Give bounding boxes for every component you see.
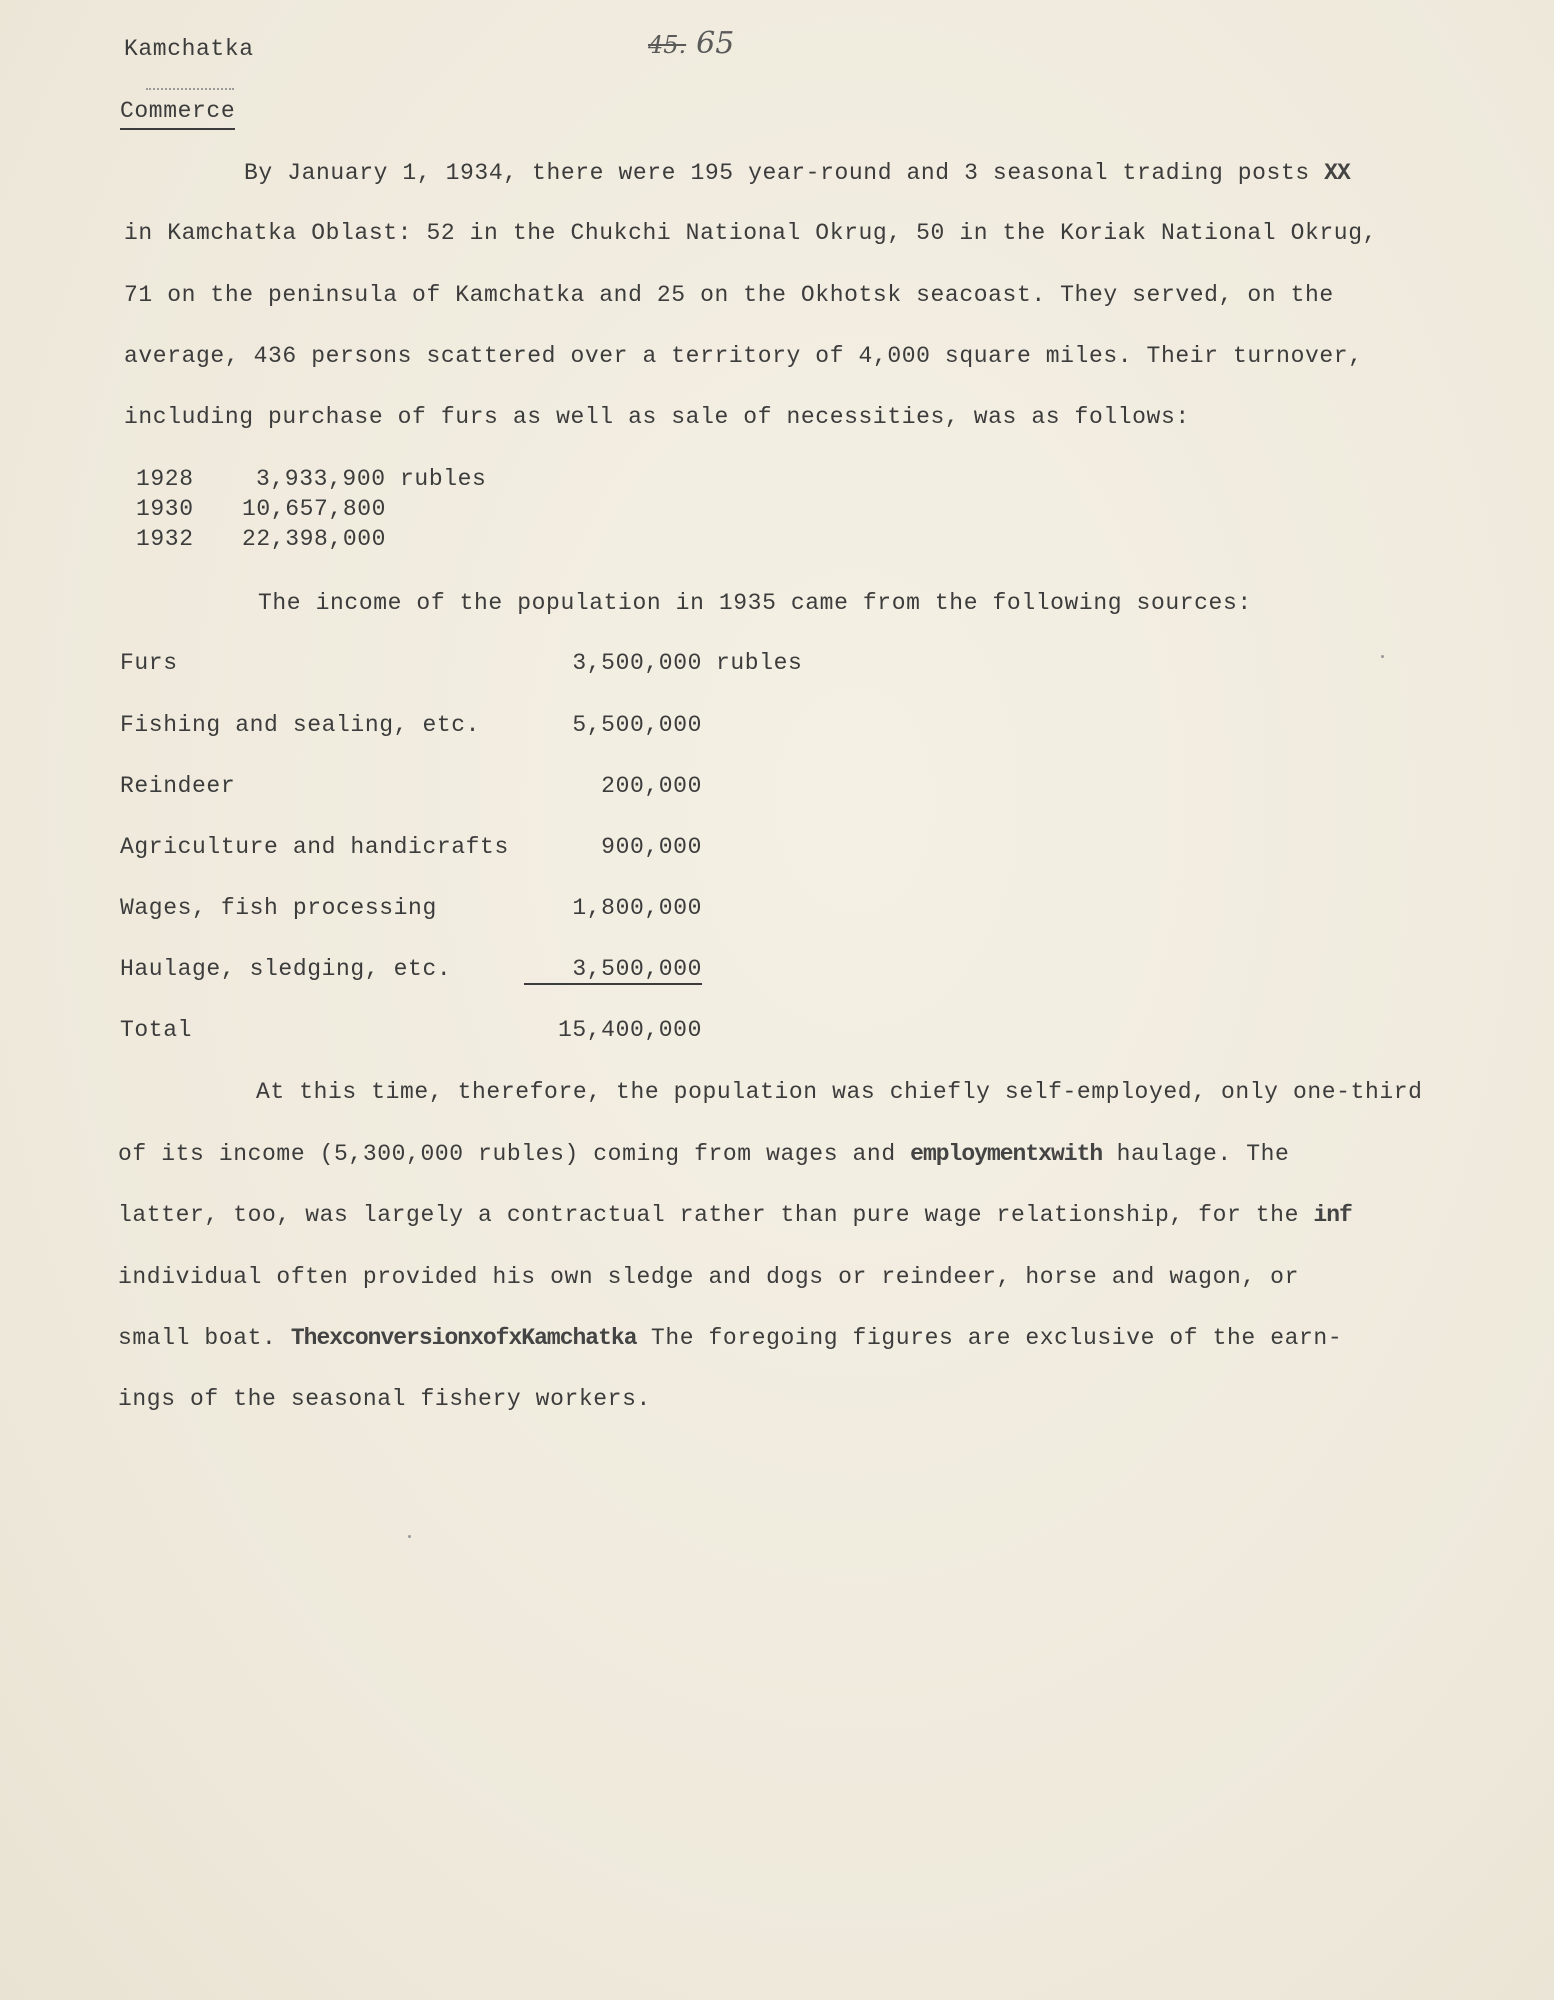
income-amount: 1,800,000 xyxy=(572,895,702,921)
paper-speck xyxy=(1381,655,1384,658)
income-amount: 3,500,000 xyxy=(572,956,702,982)
turnover-amount: 22,398,000 xyxy=(242,526,387,552)
paragraph2-line5 xyxy=(118,1323,1342,1353)
subtotal-rule xyxy=(524,983,702,985)
struck-text: inf xyxy=(1313,1202,1352,1228)
paper-speck xyxy=(408,1535,411,1538)
income-source: Wages, fish processing xyxy=(120,895,437,921)
income-source: Fishing and sealing, etc. xyxy=(120,712,481,738)
paragraph2-line2-b: haulage. The xyxy=(1116,1141,1290,1167)
income-total-label: Total xyxy=(120,1017,193,1043)
turnover-year: 1930 xyxy=(136,496,194,522)
paragraph2-line4: individual often provided his own sledge and dogs or reindeer, horse and wagon, or xyxy=(118,1264,1299,1290)
paragraph2-line5-b: The foregoing figures are exclusive of the earn- xyxy=(650,1325,1343,1351)
turnover-amount: 3,933,900 rubles xyxy=(256,466,487,492)
dotted-rule xyxy=(146,88,234,90)
page-number-current: 65 xyxy=(696,26,735,61)
section-title: Commerce xyxy=(120,96,235,130)
income-amount: 200,000 xyxy=(601,773,702,799)
paragraph1-line1-text: By January 1, 1934, there were 195 year-round and 3 seasonal trading posts xyxy=(244,160,1310,186)
income-intro: The income of the population in 1935 came from the following sources: xyxy=(258,590,1252,616)
paragraph1-line1 xyxy=(244,158,1350,188)
income-unit: rubles xyxy=(716,650,803,676)
turnover-year: 1932 xyxy=(136,526,194,552)
paragraph2-line2-a: of its income (5,300,000 rubles) coming from wages and xyxy=(118,1141,896,1167)
income-source: Reindeer xyxy=(120,773,236,799)
paragraph2-line1: At this time, therefore, the population was chiefly self-employed, only one-third xyxy=(256,1079,1423,1105)
paragraph2-line3-a: latter, too, was largely a contractual rather than pure wage relationship, for the xyxy=(118,1202,1299,1228)
paragraph2-line3 xyxy=(118,1200,1352,1230)
paragraph2-line2 xyxy=(118,1139,1289,1169)
struck-text: employmentxwith xyxy=(910,1141,1103,1167)
turnover-amount: 10,657,800 xyxy=(242,496,387,522)
income-source: Haulage, sledging, etc. xyxy=(120,956,452,982)
paragraph2-line5-a: small boat. xyxy=(118,1325,277,1351)
income-amount: 3,500,000 xyxy=(572,650,702,676)
paragraph1-line5: including purchase of furs as well as sale of necessities, was as follows: xyxy=(124,404,1190,430)
page-number xyxy=(648,26,734,61)
paragraph1-line4: average, 436 persons scattered over a territory of 4,000 square miles. Their turnover, xyxy=(124,343,1363,369)
income-amount: 5,500,000 xyxy=(572,712,702,738)
income-amount: 900,000 xyxy=(601,834,702,860)
income-total-amount: 15,400,000 xyxy=(557,1017,702,1043)
page-number-old: 45. xyxy=(648,31,687,59)
paragraph2-line6: ings of the seasonal fishery workers. xyxy=(118,1386,651,1412)
struck-text: ThexconversionxofxKamchatka xyxy=(290,1325,637,1351)
income-source: Furs xyxy=(120,650,178,676)
header-place: Kamchatka xyxy=(124,36,254,62)
struck-text: XX xyxy=(1324,160,1350,186)
paragraph1-line3: 71 on the peninsula of Kamchatka and 25 on the Okhotsk seacoast. They served, on the xyxy=(124,282,1334,308)
paragraph1-line2: in Kamchatka Oblast: 52 in the Chukchi National Okrug, 50 in the Koriak National Okrug, xyxy=(124,220,1377,246)
income-source: Agriculture and handicrafts xyxy=(120,834,509,860)
turnover-year: 1928 xyxy=(136,466,194,492)
